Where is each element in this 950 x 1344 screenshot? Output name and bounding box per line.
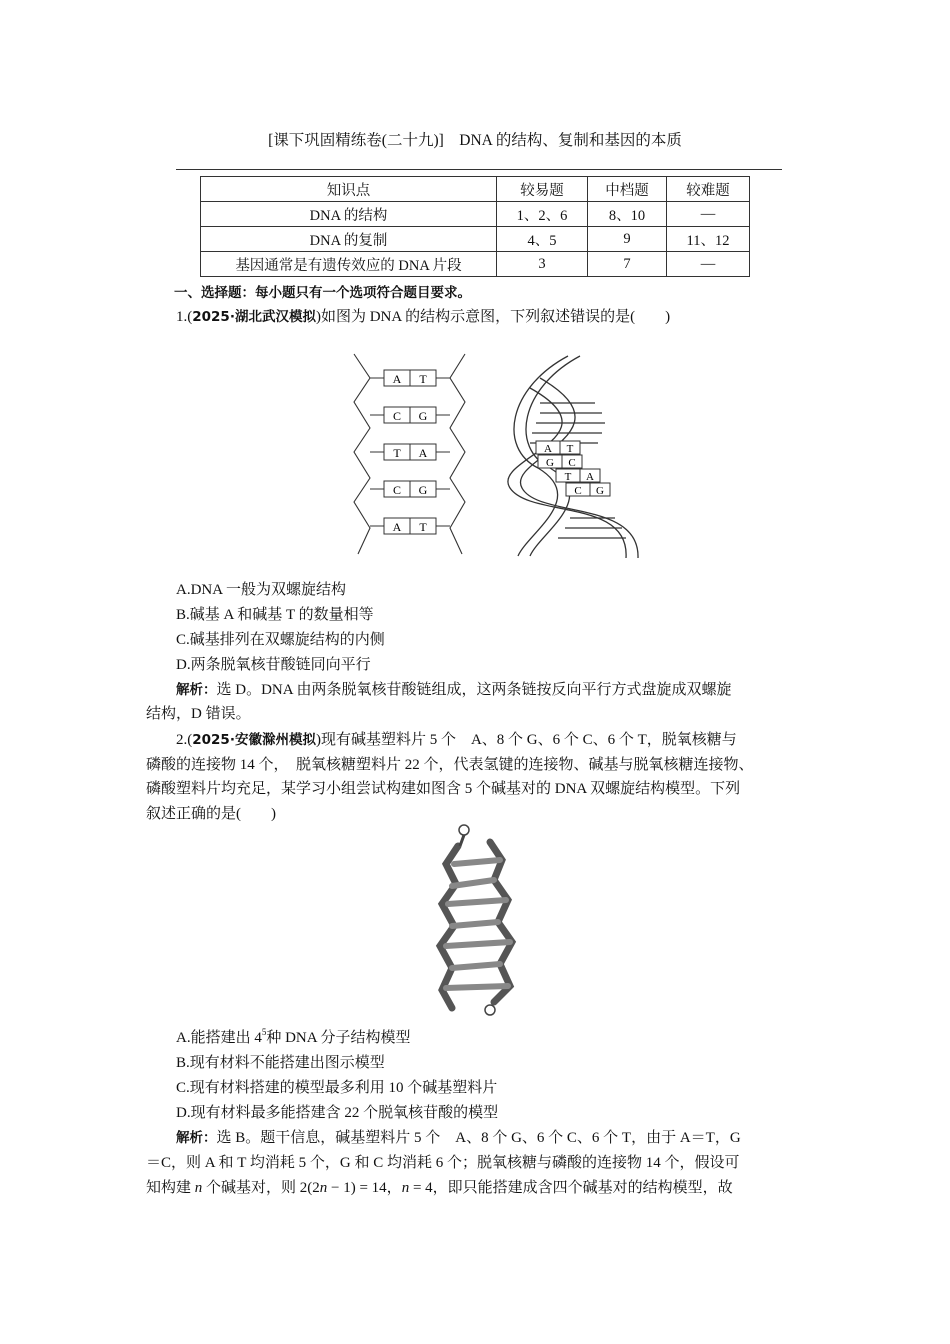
q2-option-b: B.现有材料不能搭建出图示模型 — [176, 1055, 385, 1071]
model-rung — [446, 942, 510, 946]
question-1-stem — [176, 307, 670, 327]
ladder-base-pair — [370, 518, 450, 534]
table-cell: 1、2、6 — [497, 202, 588, 227]
helix-base-pair — [556, 469, 600, 483]
q2-source: 2025·安徽滁州模拟 — [192, 732, 316, 748]
base-label: G — [596, 485, 604, 497]
q2-analysis-line-2: ＝C，则 A 和 T 均消耗 5 个，G 和 C 均消耗 6 个；脱氧核糖与磷酸的连接物 14 个，假设可 — [146, 1155, 740, 1171]
q1-option-c: C.碱基排列在双螺旋结构的内侧 — [176, 632, 385, 648]
q2-stem-line-4 — [146, 804, 276, 824]
q2-option-c: C.现有材料搭建的模型最多利用 10 个碱基塑料片 — [176, 1080, 498, 1096]
model-end-stem — [460, 835, 464, 846]
table-cell: 8、10 — [588, 202, 667, 227]
base-label: T — [419, 520, 427, 534]
analysis-text: 个碱基对，则 2(2 — [202, 1180, 320, 1196]
table-header-cell: 较易题 — [497, 177, 588, 202]
analysis-text: − 1) = 14， — [327, 1180, 402, 1196]
table-header-cell: 较难题 — [667, 177, 750, 202]
q2-option-a-text-2: 种 DNA 分子结构模型 — [266, 1030, 411, 1046]
base-label: T — [393, 446, 401, 460]
table-header-cell: 中档题 — [588, 177, 667, 202]
q1-stem-text: )如图为 DNA 的结构示意图，下列叙述错误的是( — [315, 309, 636, 325]
q2-number: 2.( — [176, 732, 193, 748]
variable-n: n — [319, 1180, 328, 1196]
model-end-bead — [459, 825, 469, 835]
base-label: T — [566, 443, 574, 455]
q2-option-a-text: A.能搭建出 4 — [176, 1030, 262, 1046]
q2-close: ) — [271, 806, 276, 822]
base-label: A — [392, 372, 402, 386]
analysis-text: 知构建 — [146, 1180, 195, 1196]
variable-n: n — [401, 1180, 410, 1196]
analysis-label: 解析： — [176, 1130, 217, 1146]
base-label: C — [392, 409, 402, 423]
base-label: G — [418, 483, 428, 497]
table-cell: — — [667, 252, 750, 277]
model-rung — [452, 922, 498, 926]
base-label: C — [392, 483, 402, 497]
q2-stem-line-2: 磷酸的连接物 14 个， 脱氧核糖塑料片 22 个，代表氢键的连接物、碱基与脱氧核糖连接物、 — [146, 757, 754, 773]
base-label: C — [574, 485, 582, 497]
ladder-base-pair — [370, 444, 450, 460]
model-end-bead — [485, 1005, 495, 1015]
page-title: [课下巩固精练卷(二十九)] DNA 的结构、复制和基因的本质 — [268, 132, 682, 149]
dna-structure-figure — [340, 348, 640, 560]
table-cell: 3 — [497, 252, 588, 277]
base-label: T — [564, 471, 572, 483]
base-label: A — [586, 471, 594, 483]
table-cell: — — [667, 202, 750, 227]
helix-base-pair — [538, 455, 582, 469]
base-label: G — [418, 409, 428, 423]
q2-analysis — [176, 1128, 741, 1148]
q2-option-a — [176, 1028, 411, 1048]
ladder-base-pair — [370, 370, 450, 386]
q2-stem-text-4: 叙述正确的是( — [146, 806, 241, 822]
base-label: T — [419, 372, 427, 386]
table-header-row — [201, 177, 750, 202]
base-label: A — [418, 446, 428, 460]
question-2-stem — [176, 730, 737, 750]
q1-close: ) — [665, 309, 671, 325]
model-rung — [452, 964, 500, 968]
q1-analysis — [176, 680, 732, 700]
base-label: G — [546, 457, 554, 469]
q1-option-a: A.DNA 一般为双螺旋结构 — [176, 582, 347, 598]
ladder-rungs — [370, 370, 450, 534]
table-cell: 7 — [588, 252, 667, 277]
q1-option-d: D.两条脱氧核苷酸链同向平行 — [176, 657, 371, 673]
variable-n: n — [194, 1180, 203, 1196]
q2-stem-line-3: 磷酸塑料片均充足，某学习小组尝试构建如图含 5 个碱基对的 DNA 双螺旋结构模型。下列 — [146, 781, 741, 797]
knowledge-table — [200, 176, 750, 277]
q2-stem-text: )现有碱基塑料片 5 个 A、8 个 G、6 个 C、6 个 T，脱氧核糖与 — [315, 732, 737, 748]
ladder-base-pair — [370, 407, 450, 423]
model-rung — [454, 860, 500, 864]
model-rung — [448, 900, 506, 904]
table-row — [201, 227, 750, 252]
table-cell: 基因通常是有遗传效应的 DNA 片段 — [201, 252, 497, 277]
q1-number: 1.( — [176, 309, 193, 325]
helix-base-pair — [536, 441, 580, 455]
table-cell: 9 — [588, 227, 667, 252]
analysis-text: 选 B。题干信息，碱基塑料片 5 个 A、8 个 G、6 个 C、6 个 T，由于 A＝T，G — [216, 1130, 741, 1146]
analysis-label: 解析： — [176, 682, 217, 698]
helix-base-pairs — [536, 441, 610, 497]
base-label: A — [392, 520, 402, 534]
ladder-base-pair — [370, 481, 450, 497]
analysis-text: 选 D。DNA 由两条脱氧核苷酸链组成，这两条链按反向平行方式盘旋成双螺旋 — [216, 682, 732, 698]
q2-analysis-line-3 — [146, 1178, 733, 1198]
section-heading: 一、选择题：每小题只有一个选项符合题目要求。 — [174, 285, 471, 301]
q2-option-d: D.现有材料最多能搭建含 22 个脱氧核苷酸的模型 — [176, 1105, 499, 1121]
base-label: C — [568, 457, 576, 469]
helix-base-pair — [566, 483, 610, 497]
q1-analysis-cont: 结构，D 错误。 — [146, 706, 251, 722]
exponent: 5 — [261, 1027, 267, 1037]
analysis-text: = 4，即只能搭建成含四个碱基对的结构模型，故 — [409, 1180, 733, 1196]
table-cell: 11、12 — [667, 227, 750, 252]
base-label: A — [544, 443, 552, 455]
table-header-cell: 知识点 — [201, 177, 497, 202]
table-cell: 4、5 — [497, 227, 588, 252]
table-cell: DNA 的结构 — [201, 202, 497, 227]
model-rung — [446, 986, 508, 988]
table-cell: DNA 的复制 — [201, 227, 497, 252]
right-backbone — [450, 354, 465, 554]
table-row — [201, 252, 750, 277]
dna-model-photo — [428, 822, 524, 1016]
left-backbone — [354, 354, 370, 554]
table-row — [201, 202, 750, 227]
q1-option-b: B.碱基 A 和碱基 T 的数量相等 — [176, 607, 374, 623]
q1-source: 2025·湖北武汉模拟 — [192, 309, 316, 325]
title-divider — [176, 169, 782, 170]
